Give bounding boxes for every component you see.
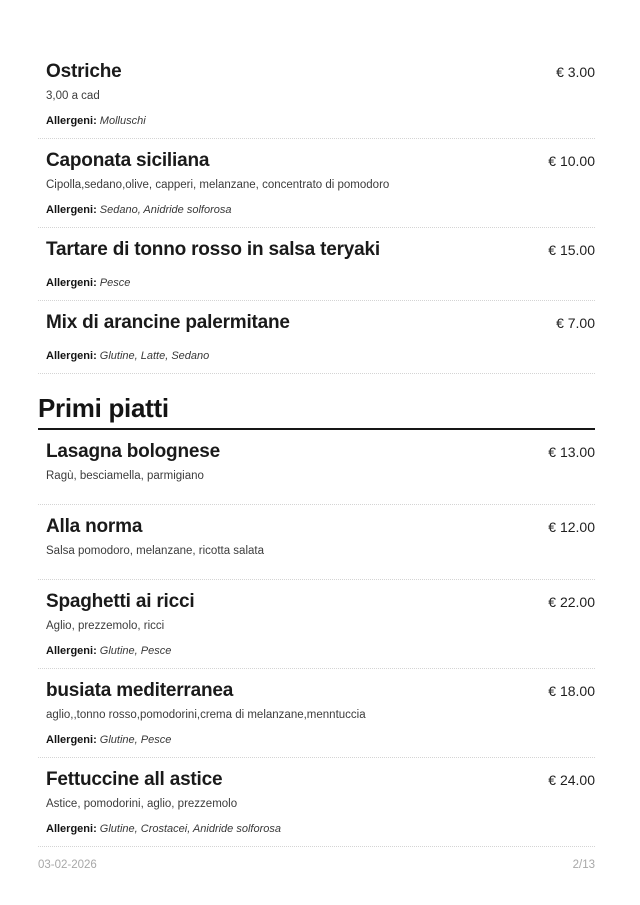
- item-name: Lasagna bolognese: [46, 441, 220, 462]
- item-price: € 12.00: [548, 519, 595, 535]
- menu-item: [38, 139, 595, 228]
- footer-page-indicator: 2/13: [572, 859, 595, 871]
- allergens-values: Glutine, Latte, Sedano: [99, 350, 210, 362]
- item-allergens: [46, 115, 595, 127]
- allergens-values: Glutine, Pesce: [99, 734, 172, 746]
- menu-item: [38, 228, 595, 301]
- item-description: Aglio, prezzemolo, ricci: [46, 620, 165, 632]
- menu-item: [38, 430, 595, 505]
- allergens-label: Allergeni:: [46, 204, 97, 216]
- menu-item: [38, 669, 595, 758]
- footer-date: 03-02-2026: [38, 859, 97, 871]
- menu-item: [38, 580, 595, 669]
- allergens-label: Allergeni:: [46, 277, 97, 289]
- item-allergens: [46, 350, 595, 362]
- item-price: € 10.00: [548, 153, 595, 169]
- item-price: € 3.00: [556, 64, 595, 80]
- item-name: Fettuccine all astice: [46, 769, 223, 790]
- section-title: Primi piatti: [38, 395, 595, 430]
- item-name: Alla norma: [46, 516, 143, 537]
- menu-sections: [38, 50, 595, 847]
- item-description: Salsa pomodoro, melanzane, ricotta salata: [46, 545, 264, 557]
- item-price: € 18.00: [548, 683, 595, 699]
- item-price: € 7.00: [556, 315, 595, 331]
- item-description: 3,00 a cad: [46, 90, 100, 102]
- menu-item: [38, 758, 595, 847]
- allergens-label: Allergeni:: [46, 115, 97, 127]
- item-allergens: [46, 823, 595, 835]
- allergens-label: Allergeni:: [46, 734, 97, 746]
- allergens-values: Pesce: [99, 277, 131, 289]
- item-head: [46, 241, 595, 259]
- allergens-values: Sedano, Anidride solforosa: [99, 204, 232, 216]
- item-head: [46, 314, 595, 332]
- item-head: [46, 152, 595, 170]
- menu-item: [38, 50, 595, 139]
- item-price: € 22.00: [548, 594, 595, 610]
- allergens-label: Allergeni:: [46, 823, 97, 835]
- item-price: € 15.00: [548, 242, 595, 258]
- item-allergens: [46, 277, 595, 289]
- item-allergens: [46, 734, 595, 746]
- item-price: € 13.00: [548, 444, 595, 460]
- item-name: Ostriche: [46, 61, 122, 82]
- item-name: Tartare di tonno rosso in salsa teryaki: [46, 239, 380, 260]
- allergens-values: Glutine, Pesce: [99, 645, 172, 657]
- item-price: € 24.00: [548, 772, 595, 788]
- allergens-values: Molluschi: [99, 115, 146, 127]
- item-head: [46, 518, 595, 536]
- allergens-label: Allergeni:: [46, 645, 97, 657]
- item-description: aglio,,tonno rosso,pomodorini,crema di melanzane,menntuccia: [46, 709, 366, 721]
- item-description: Cipolla,sedano,olive, capperi, melanzane, concentrato di pomodoro: [46, 179, 390, 191]
- menu-item: [38, 301, 595, 374]
- item-head: [46, 63, 595, 81]
- item-description: Ragù, besciamella, parmigiano: [46, 470, 204, 482]
- page-footer: [38, 859, 595, 872]
- menu-section: [38, 395, 595, 847]
- item-name: Mix di arancine palermitane: [46, 312, 290, 333]
- allergens-values: Glutine, Crostacei, Anidride solforosa: [99, 823, 281, 835]
- item-description: Astice, pomodorini, aglio, prezzemolo: [46, 798, 238, 810]
- item-name: busiata mediterranea: [46, 680, 234, 701]
- item-head: [46, 593, 595, 611]
- item-name: Caponata siciliana: [46, 150, 210, 171]
- item-allergens: [46, 645, 595, 657]
- item-head: [46, 682, 595, 700]
- menu-item: [38, 505, 595, 580]
- allergens-label: Allergeni:: [46, 350, 97, 362]
- item-name: Spaghetti ai ricci: [46, 591, 195, 612]
- item-head: [46, 443, 595, 461]
- menu-section: [38, 50, 595, 374]
- item-allergens: [46, 204, 595, 216]
- item-head: [46, 771, 595, 789]
